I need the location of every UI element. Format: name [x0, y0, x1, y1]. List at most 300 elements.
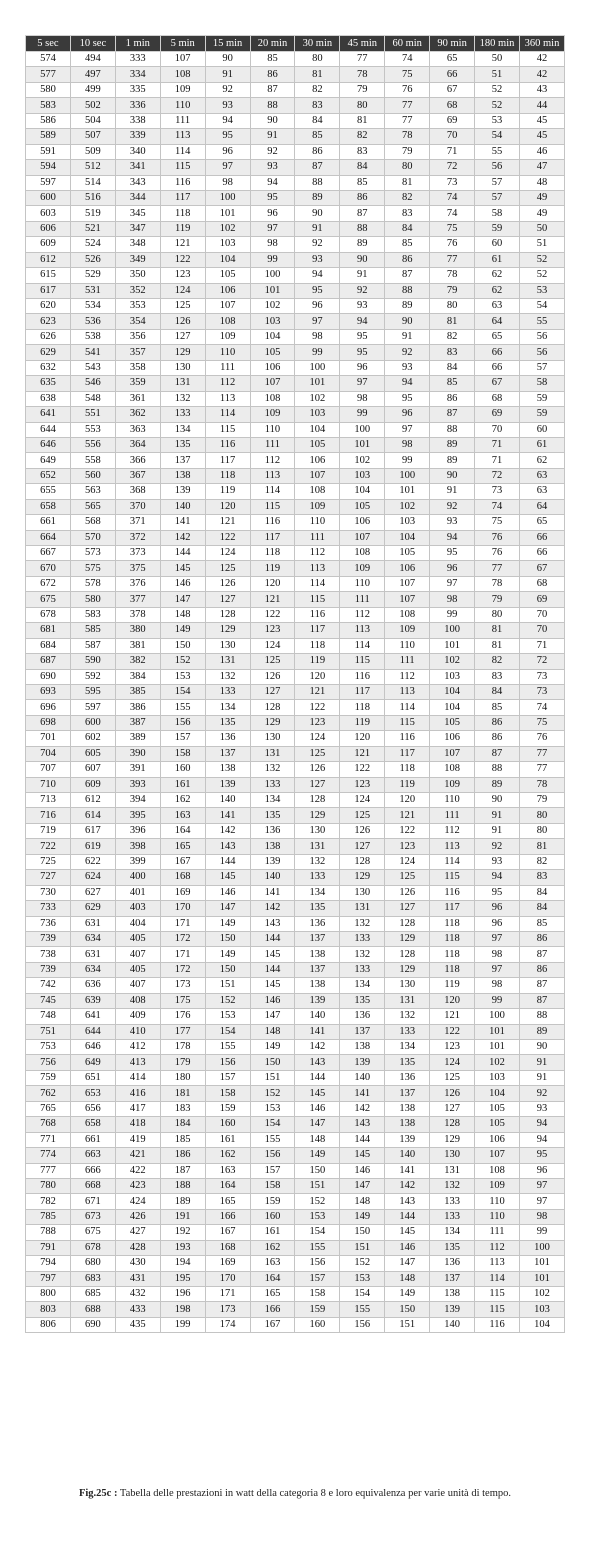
table-cell: 113 [430, 839, 475, 854]
table-cell: 152 [250, 1086, 295, 1101]
table-cell: 620 [26, 299, 71, 314]
table-cell: 400 [115, 870, 160, 885]
table-row [26, 1086, 565, 1101]
table-cell: 95 [205, 129, 250, 144]
table-cell: 123 [385, 839, 430, 854]
table-cell: 568 [70, 515, 115, 530]
table-cell: 87 [295, 160, 340, 175]
table-cell: 745 [26, 993, 71, 1008]
table-cell: 149 [205, 916, 250, 931]
table-cell: 70 [475, 422, 520, 437]
table-cell: 131 [340, 901, 385, 916]
table-cell: 762 [26, 1086, 71, 1101]
table-cell: 52 [519, 268, 564, 283]
table-cell: 121 [385, 808, 430, 823]
table-cell: 101 [385, 484, 430, 499]
table-cell: 89 [475, 777, 520, 792]
table-cell: 93 [430, 515, 475, 530]
table-cell: 119 [385, 777, 430, 792]
table-row [26, 684, 565, 699]
table-cell: 389 [115, 731, 160, 746]
table-cell: 134 [250, 793, 295, 808]
table-cell: 133 [205, 684, 250, 699]
table-cell: 147 [160, 592, 205, 607]
table-cell: 100 [205, 190, 250, 205]
table-row [26, 113, 565, 128]
table-cell: 116 [205, 437, 250, 452]
table-cell: 85 [430, 376, 475, 391]
table-cell: 127 [160, 329, 205, 344]
table-cell: 54 [519, 299, 564, 314]
table-cell: 585 [70, 623, 115, 638]
table-cell: 141 [340, 1086, 385, 1101]
table-cell: 114 [295, 576, 340, 591]
table-cell: 100 [340, 422, 385, 437]
table-cell: 634 [70, 931, 115, 946]
table-cell: 75 [519, 715, 564, 730]
table-cell: 693 [26, 684, 71, 699]
table-row [26, 1024, 565, 1039]
table-cell: 65 [519, 515, 564, 530]
col-header: 45 min [340, 36, 385, 52]
table-cell: 105 [205, 268, 250, 283]
table-cell: 105 [475, 1117, 520, 1132]
table-cell: 96 [430, 561, 475, 576]
table-row [26, 252, 565, 267]
table-cell: 722 [26, 839, 71, 854]
table-cell: 118 [250, 546, 295, 561]
table-cell: 138 [295, 947, 340, 962]
table-cell: 142 [160, 530, 205, 545]
table-cell: 600 [70, 715, 115, 730]
table-cell: 759 [26, 1070, 71, 1085]
table-cell: 103 [340, 468, 385, 483]
table-row [26, 221, 565, 236]
table-cell: 90 [250, 113, 295, 128]
table-cell: 105 [475, 1101, 520, 1116]
table-cell: 87 [475, 746, 520, 761]
table-cell: 46 [519, 144, 564, 159]
table-cell: 71 [475, 437, 520, 452]
table-cell: 157 [205, 1070, 250, 1085]
table-row [26, 870, 565, 885]
table-cell: 146 [250, 993, 295, 1008]
table-cell: 111 [250, 437, 295, 452]
table-cell: 91 [340, 268, 385, 283]
table-cell: 122 [250, 607, 295, 622]
table-cell: 122 [160, 252, 205, 267]
table-cell: 184 [160, 1117, 205, 1132]
table-cell: 580 [26, 82, 71, 97]
table-cell: 84 [340, 160, 385, 175]
table-cell: 93 [205, 98, 250, 113]
table-cell: 410 [115, 1024, 160, 1039]
table-row [26, 237, 565, 252]
table-row [26, 484, 565, 499]
table-cell: 86 [519, 962, 564, 977]
table-cell: 128 [295, 793, 340, 808]
table-cell: 108 [340, 546, 385, 561]
header-row [26, 36, 565, 52]
table-cell: 162 [160, 793, 205, 808]
table-cell: 52 [475, 82, 520, 97]
table-cell: 66 [430, 67, 475, 82]
table-cell: 102 [385, 499, 430, 514]
table-row [26, 793, 565, 808]
table-cell: 144 [250, 962, 295, 977]
table-cell: 563 [70, 484, 115, 499]
table-cell: 159 [295, 1302, 340, 1317]
table-cell: 158 [250, 1178, 295, 1193]
table-cell: 146 [295, 1101, 340, 1116]
table-cell: 112 [430, 823, 475, 838]
table-cell: 405 [115, 931, 160, 946]
table-cell: 135 [430, 1240, 475, 1255]
table-cell: 67 [475, 376, 520, 391]
table-cell: 52 [519, 252, 564, 267]
table-cell: 104 [475, 1086, 520, 1101]
table-cell: 378 [115, 607, 160, 622]
table-cell: 148 [385, 1271, 430, 1286]
table-row [26, 916, 565, 931]
figure-caption [0, 1488, 590, 1499]
table-cell: 173 [205, 1302, 250, 1317]
table-cell: 66 [519, 546, 564, 561]
table-cell: 145 [295, 1086, 340, 1101]
table-cell: 629 [70, 901, 115, 916]
table-cell: 131 [430, 1163, 475, 1178]
table-cell: 55 [475, 144, 520, 159]
table-cell: 86 [475, 731, 520, 746]
table-cell: 122 [385, 823, 430, 838]
table-cell: 108 [430, 762, 475, 777]
table-cell: 131 [160, 376, 205, 391]
table-cell: 543 [70, 360, 115, 375]
table-cell: 85 [519, 916, 564, 931]
table-cell: 666 [70, 1163, 115, 1178]
table-cell: 147 [205, 901, 250, 916]
table-row [26, 777, 565, 792]
table-cell: 687 [26, 654, 71, 669]
table-cell: 87 [385, 268, 430, 283]
table-cell: 103 [430, 669, 475, 684]
table-cell: 678 [26, 607, 71, 622]
table-cell: 175 [160, 993, 205, 1008]
table-cell: 89 [295, 190, 340, 205]
table-row [26, 129, 565, 144]
table-cell: 77 [340, 52, 385, 67]
table-cell: 114 [250, 484, 295, 499]
table-cell: 95 [475, 885, 520, 900]
table-cell: 612 [70, 793, 115, 808]
table-row [26, 762, 565, 777]
table-cell: 391 [115, 762, 160, 777]
table-cell: 145 [250, 978, 295, 993]
table-cell: 690 [70, 1317, 115, 1332]
table-cell: 68 [475, 391, 520, 406]
table-cell: 125 [250, 654, 295, 669]
table-cell: 63 [519, 468, 564, 483]
table-cell: 66 [519, 530, 564, 545]
table-cell: 142 [250, 901, 295, 916]
table-cell: 70 [519, 607, 564, 622]
table-cell: 114 [430, 854, 475, 869]
table-cell: 50 [475, 52, 520, 67]
table-cell: 72 [430, 160, 475, 175]
table-cell: 794 [26, 1256, 71, 1271]
table-cell: 97 [250, 221, 295, 236]
table-row [26, 947, 565, 962]
table-cell: 60 [475, 237, 520, 252]
table-cell: 109 [160, 82, 205, 97]
table-cell: 356 [115, 329, 160, 344]
table-cell: 100 [475, 1009, 520, 1024]
table-cell: 110 [205, 345, 250, 360]
table-cell: 129 [295, 808, 340, 823]
table-cell: 105 [250, 345, 295, 360]
table-cell: 105 [430, 715, 475, 730]
table-cell: 114 [385, 700, 430, 715]
table-cell: 159 [250, 1194, 295, 1209]
table-cell: 130 [250, 731, 295, 746]
table-cell: 81 [430, 314, 475, 329]
table-cell: 155 [205, 1040, 250, 1055]
table-cell: 359 [115, 376, 160, 391]
table-cell: 516 [70, 190, 115, 205]
table-cell: 139 [340, 1055, 385, 1070]
table-cell: 137 [385, 1086, 430, 1101]
table-cell: 111 [205, 360, 250, 375]
table-cell: 150 [205, 962, 250, 977]
table-cell: 151 [385, 1317, 430, 1332]
table-cell: 144 [385, 1209, 430, 1224]
table-cell: 128 [340, 854, 385, 869]
table-cell: 90 [475, 793, 520, 808]
table-cell: 412 [115, 1040, 160, 1055]
table-cell: 144 [295, 1070, 340, 1085]
table-cell: 166 [205, 1209, 250, 1224]
table-cell: 194 [160, 1256, 205, 1271]
table-cell: 61 [475, 252, 520, 267]
table-cell: 141 [160, 515, 205, 530]
table-cell: 80 [430, 299, 475, 314]
table-cell: 121 [340, 746, 385, 761]
table-cell: 132 [430, 1178, 475, 1193]
table-cell: 87 [340, 206, 385, 221]
table-cell: 136 [295, 916, 340, 931]
table-cell: 431 [115, 1271, 160, 1286]
table-cell: 113 [295, 561, 340, 576]
table-cell: 803 [26, 1302, 71, 1317]
table-cell: 111 [385, 654, 430, 669]
table-cell: 678 [70, 1240, 115, 1255]
table-cell: 607 [70, 762, 115, 777]
table-cell: 592 [70, 669, 115, 684]
table-cell: 91 [475, 808, 520, 823]
table-cell: 153 [340, 1271, 385, 1286]
table-cell: 106 [250, 360, 295, 375]
table-cell: 161 [250, 1225, 295, 1240]
table-cell: 58 [519, 376, 564, 391]
table-cell: 132 [160, 391, 205, 406]
table-cell: 48 [519, 175, 564, 190]
table-cell: 101 [519, 1271, 564, 1286]
table-cell: 121 [295, 684, 340, 699]
table-row [26, 530, 565, 545]
table-cell: 106 [340, 515, 385, 530]
table-cell: 370 [115, 499, 160, 514]
table-cell: 59 [475, 221, 520, 236]
table-cell: 149 [160, 623, 205, 638]
table-cell: 145 [340, 1148, 385, 1163]
table-cell: 771 [26, 1132, 71, 1147]
table-cell: 122 [205, 530, 250, 545]
table-cell: 509 [70, 144, 115, 159]
table-cell: 153 [205, 1009, 250, 1024]
table-cell: 114 [340, 638, 385, 653]
table-cell: 499 [70, 82, 115, 97]
table-cell: 129 [250, 715, 295, 730]
table-cell: 146 [205, 885, 250, 900]
table-cell: 105 [385, 546, 430, 561]
table-cell: 95 [295, 283, 340, 298]
table-cell: 432 [115, 1287, 160, 1302]
table-cell: 141 [385, 1163, 430, 1178]
table-cell: 105 [340, 499, 385, 514]
table-cell: 416 [115, 1086, 160, 1101]
col-header: 180 min [475, 36, 520, 52]
table-cell: 49 [519, 190, 564, 205]
table-cell: 570 [70, 530, 115, 545]
table-cell: 753 [26, 1040, 71, 1055]
col-header: 90 min [430, 36, 475, 52]
table-cell: 91 [430, 484, 475, 499]
table-cell: 107 [385, 576, 430, 591]
table-cell: 59 [519, 407, 564, 422]
table-cell: 594 [26, 160, 71, 175]
table-cell: 96 [475, 901, 520, 916]
table-cell: 777 [26, 1163, 71, 1178]
table-cell: 108 [205, 314, 250, 329]
table-cell: 98 [385, 437, 430, 452]
table-cell: 103 [519, 1302, 564, 1317]
table-cell: 497 [70, 67, 115, 82]
table-cell: 147 [385, 1256, 430, 1271]
table-cell: 114 [475, 1271, 520, 1286]
table-cell: 739 [26, 962, 71, 977]
table-cell: 74 [430, 206, 475, 221]
table-cell: 132 [340, 947, 385, 962]
table-cell: 129 [205, 623, 250, 638]
table-cell: 704 [26, 746, 71, 761]
table-cell: 107 [340, 530, 385, 545]
table-cell: 88 [475, 762, 520, 777]
table-cell: 109 [385, 623, 430, 638]
table-cell: 421 [115, 1148, 160, 1163]
table-cell: 152 [160, 654, 205, 669]
table-cell: 94 [340, 314, 385, 329]
table-cell: 42 [519, 52, 564, 67]
table-cell: 135 [340, 993, 385, 1008]
table-cell: 98 [430, 592, 475, 607]
table-cell: 185 [160, 1132, 205, 1147]
table-cell: 526 [70, 252, 115, 267]
table-cell: 117 [430, 901, 475, 916]
table-row [26, 808, 565, 823]
table-cell: 113 [205, 391, 250, 406]
table-cell: 133 [340, 931, 385, 946]
table-cell: 664 [26, 530, 71, 545]
table-cell: 103 [385, 515, 430, 530]
table-cell: 658 [26, 499, 71, 514]
table-cell: 586 [26, 113, 71, 128]
table-cell: 641 [70, 1009, 115, 1024]
table-cell: 104 [205, 252, 250, 267]
table-cell: 80 [385, 160, 430, 175]
table-row [26, 715, 565, 730]
table-cell: 144 [250, 931, 295, 946]
table-cell: 149 [385, 1287, 430, 1302]
table-cell: 675 [70, 1225, 115, 1240]
table-row [26, 515, 565, 530]
table-cell: 86 [250, 67, 295, 82]
table-cell: 99 [430, 607, 475, 622]
table-cell: 788 [26, 1225, 71, 1240]
table-cell: 128 [250, 700, 295, 715]
table-cell: 170 [160, 901, 205, 916]
table-cell: 87 [430, 407, 475, 422]
table-cell: 116 [340, 669, 385, 684]
table-cell: 725 [26, 854, 71, 869]
table-cell: 100 [385, 468, 430, 483]
table-cell: 96 [519, 1163, 564, 1178]
table-row [26, 299, 565, 314]
table-cell: 76 [475, 546, 520, 561]
table-cell: 609 [26, 237, 71, 252]
table-cell: 94 [430, 530, 475, 545]
table-row [26, 52, 565, 67]
table-cell: 134 [385, 1040, 430, 1055]
table-cell: 110 [475, 1194, 520, 1209]
table-cell: 112 [475, 1240, 520, 1255]
table-row [26, 437, 565, 452]
table-cell: 398 [115, 839, 160, 854]
table-row [26, 669, 565, 684]
table-cell: 120 [430, 993, 475, 1008]
table-cell: 186 [160, 1148, 205, 1163]
table-cell: 91 [250, 129, 295, 144]
table-cell: 168 [205, 1240, 250, 1255]
table-cell: 124 [250, 638, 295, 653]
table-cell: 78 [475, 576, 520, 591]
table-cell: 77 [385, 113, 430, 128]
table-cell: 156 [205, 1055, 250, 1070]
table-row [26, 1101, 565, 1116]
table-cell: 78 [430, 268, 475, 283]
table-cell: 387 [115, 715, 160, 730]
table-cell: 115 [385, 715, 430, 730]
table-cell: 117 [340, 684, 385, 699]
table-cell: 156 [160, 715, 205, 730]
table-cell: 66 [475, 345, 520, 360]
table-cell: 394 [115, 793, 160, 808]
table-cell: 71 [430, 144, 475, 159]
table-cell: 334 [115, 67, 160, 82]
table-cell: 101 [475, 1024, 520, 1039]
table-cell: 101 [250, 283, 295, 298]
table-cell: 727 [26, 870, 71, 885]
table-cell: 336 [115, 98, 160, 113]
